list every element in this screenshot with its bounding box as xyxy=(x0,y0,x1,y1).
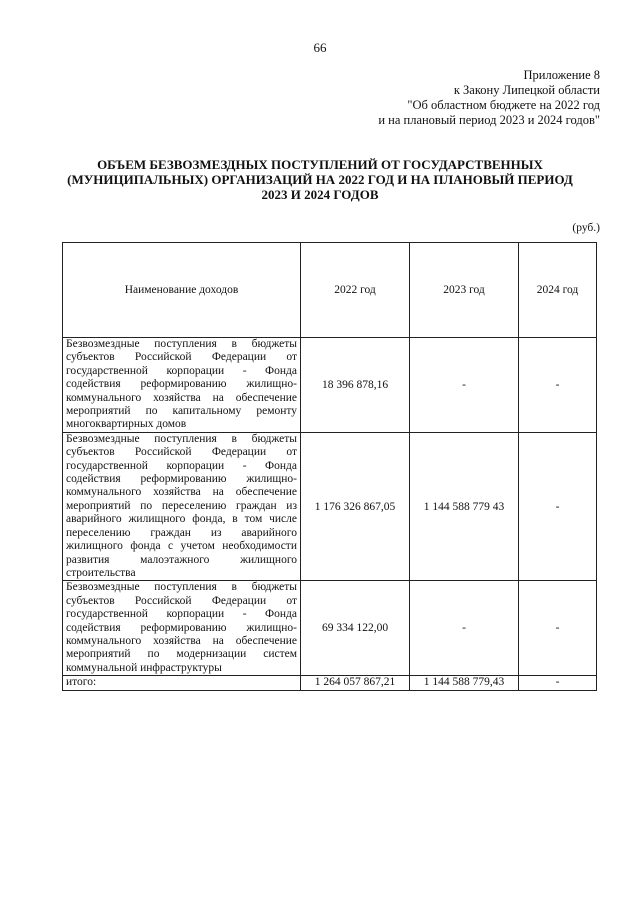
row-value-2024: - xyxy=(519,581,597,676)
row-value-2022: 1 176 326 867,05 xyxy=(301,432,410,580)
appendix-line-4: и на плановый период 2023 и 2024 годов" xyxy=(378,113,600,127)
table-row xyxy=(63,338,597,433)
row-value-2022: 69 334 122,00 xyxy=(301,581,410,676)
table-row xyxy=(63,432,597,580)
row-name: Безвозмездные поступления в бюджеты субъектов Российской Федерации от государственной корпорации - Фонда содействия реформированию жилищно-коммунального хозяйства на обеспечение мероприятий по капитальному ремонту многоквартирных домов xyxy=(63,338,301,433)
revenue-table xyxy=(62,242,597,691)
title-line-3: 2023 И 2024 ГОДОВ xyxy=(261,187,379,202)
page-number: 66 xyxy=(313,40,327,55)
row-name: Безвозмездные поступления в бюджеты субъектов Российской Федерации от государственной корпорации - Фонда содействия реформированию жилищно-коммунального хозяйства на обеспечение мероприятий по модернизации систем коммунальной инфраструктуры xyxy=(63,581,301,676)
row-name: Безвозмездные поступления в бюджеты субъектов Российской Федерации от государственной корпорации - Фонда содействия реформированию жилищно-коммунального хозяйства на обеспечение мероприятий по переселению граждан из аварийного жилищного фонда, в том числе переселению граждан из аварийного жилищного фонда с учетом необходимости развития малоэтажного жилищного строительства xyxy=(63,432,301,580)
title-line-1: ОБЪЕМ БЕЗВОЗМЕЗДНЫХ ПОСТУПЛЕНИЙ ОТ ГОСУДАРСТВЕННЫХ xyxy=(97,157,543,172)
document-title xyxy=(50,157,590,202)
total-value-2022: 1 264 057 867,21 xyxy=(301,676,410,691)
row-value-2023: 1 144 588 779 43 xyxy=(410,432,519,580)
appendix-block xyxy=(378,68,600,128)
table-header-row xyxy=(63,243,597,338)
row-value-2024: - xyxy=(519,338,597,433)
header-2024: 2024 год xyxy=(519,243,597,338)
header-2023: 2023 год xyxy=(410,243,519,338)
row-value-2024: - xyxy=(519,432,597,580)
appendix-line-1: Приложение 8 xyxy=(523,68,600,82)
row-value-2023: - xyxy=(410,338,519,433)
total-label: итого: xyxy=(63,676,301,691)
row-value-2022: 18 396 878,16 xyxy=(301,338,410,433)
total-value-2023: 1 144 588 779,43 xyxy=(410,676,519,691)
appendix-line-2: к Закону Липецкой области xyxy=(453,83,600,97)
title-line-2: (МУНИЦИПАЛЬНЫХ) ОРГАНИЗАЦИЙ НА 2022 ГОД И НА ПЛАНОВЫЙ ПЕРИОД xyxy=(67,172,573,187)
row-value-2023: - xyxy=(410,581,519,676)
header-2022: 2022 год xyxy=(301,243,410,338)
table-total-row xyxy=(63,676,597,691)
total-value-2024: - xyxy=(519,676,597,691)
currency-unit: (руб.) xyxy=(572,222,600,234)
header-name: Наименование доходов xyxy=(63,243,301,338)
table-row xyxy=(63,581,597,676)
appendix-line-3: "Об областном бюджете на 2022 год xyxy=(407,98,600,112)
